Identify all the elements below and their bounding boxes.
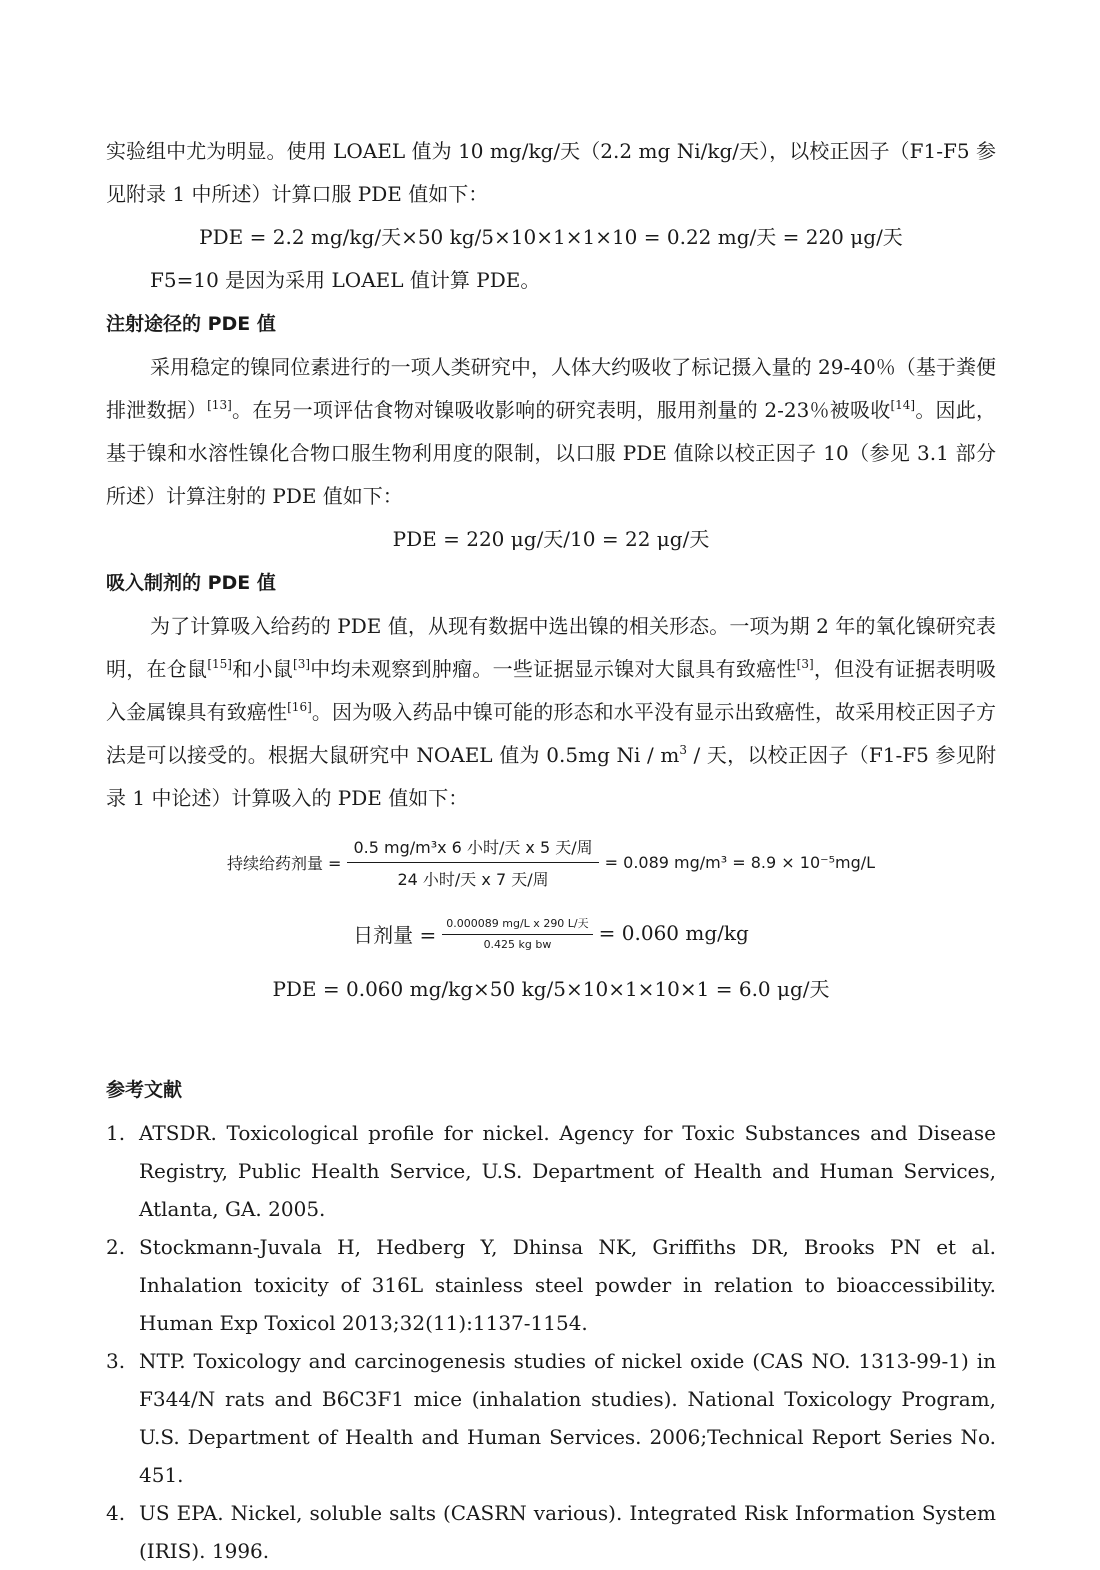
citation-14: [14] — [890, 398, 916, 412]
reference-list — [106, 1114, 996, 1570]
citation-15: [15] — [207, 657, 232, 671]
reference-item — [106, 1228, 996, 1342]
inhalation-text-e: 。因为吸入药品中镍可能的形态和水平没有显示出致癌性，故采用校正因子方法是可以接受的。根据大鼠研究中 NOAEL 值为 0.5mg Ni / m — [106, 700, 997, 767]
inhalation-pde-equation: PDE = 0.060 mg/kg×50 kg/5×10×1×10×1 = 6.0 μg/天 — [272, 977, 830, 1001]
inhalation-paragraph — [106, 605, 996, 820]
f5-note: F5=10 是因为采用 LOAEL 值计算 PDE。 — [150, 268, 541, 292]
daily-dose-fraction — [442, 915, 592, 951]
inhalation-text-b: 和小鼠 — [231, 657, 294, 681]
reference-text: ATSDR. Toxicological profile for nickel. Agency for Toxic Substances and Disease Registry, Public Health Service, U.S. Department of Health and Human Services, Atlanta, GA. 2005. — [139, 1121, 996, 1221]
inhalation-text-f: / 天，以校正因子（F1-F5 参见附录 1 中论述）计算吸入的 PDE 值如下： — [106, 743, 996, 810]
injection-text-c: 。因此，基于镍和水溶性镍化合物口服生物利用度的限制，以口服 PDE 值除以校正因子 10（参见 3.1 部分所述）计算注射的 PDE 值如下： — [106, 398, 997, 508]
reference-number: 2. — [106, 1235, 126, 1259]
citation-3a: [3] — [293, 657, 311, 671]
inhalation-text-a: 为了计算吸入给药的 PDE 值，从现有数据中选出镍的相关形态。一项为期 2 年的氧化镍研究表明，在仓鼠 — [106, 614, 996, 681]
inhalation-heading: 吸入制剂的 PDE 值 — [106, 572, 276, 594]
daily-dose-rhs: = 0.060 mg/kg — [598, 921, 749, 945]
reference-text: NTP. Toxicology and carcinogenesis studies of nickel oxide (CAS NO. 1313-99-1) in F344/N rats and B6C3F1 mice (inhalation studies). National Toxicology Program, U.S. Department of Health and Human Services. 2006;Technical Report Series No. 451. — [139, 1349, 996, 1487]
citation-13: [13] — [207, 398, 232, 412]
daily-dose-equation — [106, 910, 996, 956]
references-title: 参考文献 — [106, 1079, 183, 1101]
reference-number: 1. — [106, 1121, 126, 1145]
continuous-dose-numerator: 0.5 mg/m³x 6 小时/天 x 5 天/周 — [347, 835, 598, 863]
inhalation-text-c: 中均未观察到肿瘤。一些证据显示镍对大鼠具有致癌性 — [310, 657, 797, 681]
reference-number: 4. — [106, 1501, 126, 1525]
injection-pde-equation: PDE = 220 μg/天/10 = 22 μg/天 — [392, 527, 710, 551]
injection-heading: 注射途径的 PDE 值 — [106, 313, 276, 335]
reference-item — [106, 1494, 996, 1570]
citation-16: [16] — [287, 700, 312, 714]
reference-text: Stockmann-Juvala H, Hedberg Y, Dhinsa NK, Griffiths DR, Brooks PN et al. Inhalation toxicity of 316L stainless steel powder in relation to bioaccessibility. Human Exp Toxicol 2013;32(11):1137-1154. — [139, 1235, 996, 1335]
reference-item — [106, 1342, 996, 1494]
continuous-dose-lhs: 持续给药剂量 = — [226, 853, 342, 873]
superscript-3: 3 — [679, 743, 687, 757]
reference-item — [106, 1114, 996, 1228]
injection-text-a: 采用稳定的镍同位素进行的一项人类研究中，人体大约吸收了标记摄入量的 29-40％（基于粪便排泄数据） — [106, 355, 996, 422]
reference-number: 3. — [106, 1349, 126, 1373]
daily-dose-lhs: 日剂量 = — [353, 922, 437, 947]
continuous-dose-denominator: 24 小时/天 x 7 天/周 — [397, 869, 549, 889]
reference-text: US EPA. Nickel, soluble salts (CASRN various). Integrated Risk Information System (IRIS). 1996. — [139, 1501, 996, 1563]
injection-text-b: 。在另一项评估食物对镍吸收影响的研究表明，服用剂量的 2-23％被吸收 — [231, 398, 891, 422]
continuous-dose-fraction — [347, 835, 598, 890]
injection-paragraph — [106, 346, 996, 518]
inhalation-text-d: ，但没有证据表明吸入金属镍具有致癌性 — [106, 657, 997, 724]
continuous-dose-equation — [106, 834, 996, 890]
citation-3b: [3] — [796, 657, 814, 671]
daily-dose-numerator: 0.000089 mg/L x 290 L/天 — [442, 915, 592, 935]
daily-dose-denominator: 0.425 kg bw — [483, 938, 552, 951]
continuous-dose-rhs: = 0.089 mg/m³ = 8.9 × 10⁻⁵mg/L — [604, 852, 876, 872]
intro-paragraph: 实验组中尤为明显。使用 LOAEL 值为 10 mg/kg/天（2.2 mg Ni/kg/天），以校正因子（F1-F5 参见附录 1 中所述）计算口服 PDE 值如下： — [106, 139, 996, 206]
oral-pde-equation: PDE = 2.2 mg/kg/天×50 kg/5×10×1×1×10 = 0.22 mg/天 = 220 μg/天 — [199, 225, 903, 249]
